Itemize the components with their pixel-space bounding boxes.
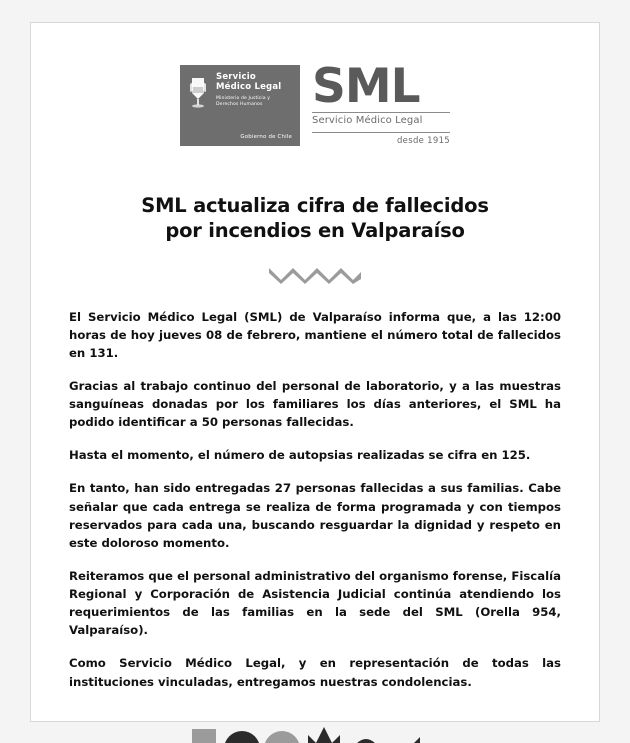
crown-shape-icon <box>308 727 340 743</box>
oval-shape-icon <box>264 731 300 743</box>
circle-shape-icon <box>224 731 260 743</box>
logo-ministry-line: Ministerio de Justicia y Derechos Humanos <box>216 95 271 107</box>
sml-acronym: SML <box>312 59 420 114</box>
paragraph-3: Hasta el momento, el número de autopsias realizadas se cifra en 125. <box>69 448 531 463</box>
sml-since-label: desde 1915 <box>312 132 450 146</box>
page-title-line2: por incendios en Valparaíso <box>165 218 465 242</box>
logo-line-servicio: Servicio <box>216 72 256 82</box>
page-title <box>69 194 561 244</box>
logo-header <box>69 59 561 146</box>
ministry-logo-text <box>216 73 292 108</box>
chile-coat-of-arms-icon <box>188 75 208 109</box>
pennant-shape-icon <box>192 729 216 743</box>
logo-line-medico-legal: Médico Legal <box>216 81 282 92</box>
paragraph-6: Como Servicio Médico Legal, y en representación de todas las instituciones vinculadas, entregamos nuestras condolencias. <box>69 656 561 689</box>
ministry-logo-block <box>180 65 300 146</box>
document-content <box>69 45 561 703</box>
divider <box>69 266 561 284</box>
paragraph-2: Gracias al trabajo continuo del personal de laboratorio, y a las muestras sanguíneas donadas por los familiares los días anteriores, el SML ha podido identificar a 50 personas fallecidas. <box>69 378 561 430</box>
body-text <box>69 308 561 691</box>
logo-government-line: Gobierno de Chile <box>240 133 292 140</box>
mountain-shape-icon <box>352 737 420 743</box>
footer-shapes-group <box>190 725 440 743</box>
paragraph-1: El Servicio Médico Legal (SML) de Valparaíso informa que, a las 12:00 horas de hoy jueves 08 de febrero, mantiene el número total de fallecidos en 131. <box>69 309 561 360</box>
zigzag-divider-icon <box>267 266 363 284</box>
paragraph-5: Reiteramos que el personal administrativo del organismo forense, Fiscalía Regional y Corporación de Asistencia Judicial continúa atendiendo los requerimientos de las familias en la sede del SML (Orella 954, Valparaíso). <box>69 568 561 638</box>
sml-logo-block <box>300 59 450 146</box>
footer-decoration <box>69 725 561 743</box>
paragraph-4: En tanto, han sido entregadas 27 personas fallecidas a sus familias. Cabe señalar que cada entrega se realiza de forma programada y con tiempos reservados para cada una, buscando resguardar la dignidad y respeto en este doloroso momento. <box>69 481 561 550</box>
page-title-line1: SML actualiza cifra de fallecidos <box>141 193 489 217</box>
document-sheet <box>30 22 600 722</box>
sml-acronym-subtitle: Servicio Médico Legal <box>312 112 450 126</box>
